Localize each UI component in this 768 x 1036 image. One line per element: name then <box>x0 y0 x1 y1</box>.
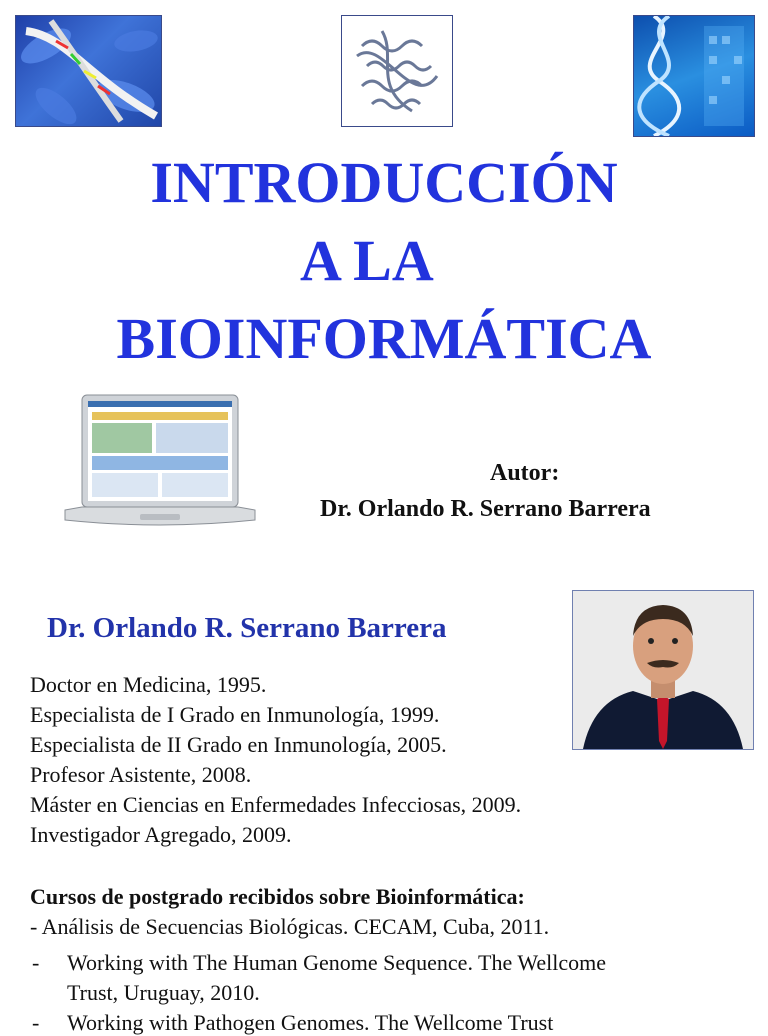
bio-item: Profesor Asistente, 2008. <box>30 762 252 787</box>
bio-item: Doctor en Medicina, 1995. <box>30 672 267 697</box>
title-line-3: BIOINFORMÁTICA <box>116 306 652 371</box>
title-line-1: INTRODUCCIÓN <box>150 150 618 215</box>
bio-heading: Dr. Orlando R. Serrano Barrera <box>47 612 447 644</box>
dna-helix-image <box>633 15 755 137</box>
course-item: Working with Pathogen Genomes. The Wellcome Trust <box>67 1010 554 1035</box>
course-item-continuation: Trust, Uruguay, 2010. <box>67 980 260 1005</box>
author-label: Autor: <box>490 460 560 486</box>
course-item: - Análisis de Secuencias Biológicas. CECAM, Cuba, 2011. <box>30 914 550 939</box>
bio-item: Especialista de II Grado en Inmunología, 2005. <box>30 732 447 757</box>
course-dash: - <box>32 950 40 975</box>
protein-structure-image <box>341 15 453 127</box>
laptop-image <box>60 390 260 540</box>
bio-item: Especialista de I Grado en Inmunología, 1999. <box>30 702 440 727</box>
title-line-2: A LA <box>300 228 434 293</box>
bio-item: Investigador Agregado, 2009. <box>30 822 292 847</box>
bio-item: Máster en Ciencias en Enfermedades Infecciosas, 2009. <box>30 792 522 817</box>
course-dash: - <box>32 1010 40 1035</box>
dna-bacteria-image <box>15 15 162 127</box>
author-name: Dr. Orlando R. Serrano Barrera <box>320 496 651 522</box>
course-item: Working with The Human Genome Sequence. The Wellcome <box>67 950 606 975</box>
author-photo <box>572 590 754 750</box>
courses-heading: Cursos de postgrado recibidos sobre Bioinformática: <box>30 884 525 909</box>
